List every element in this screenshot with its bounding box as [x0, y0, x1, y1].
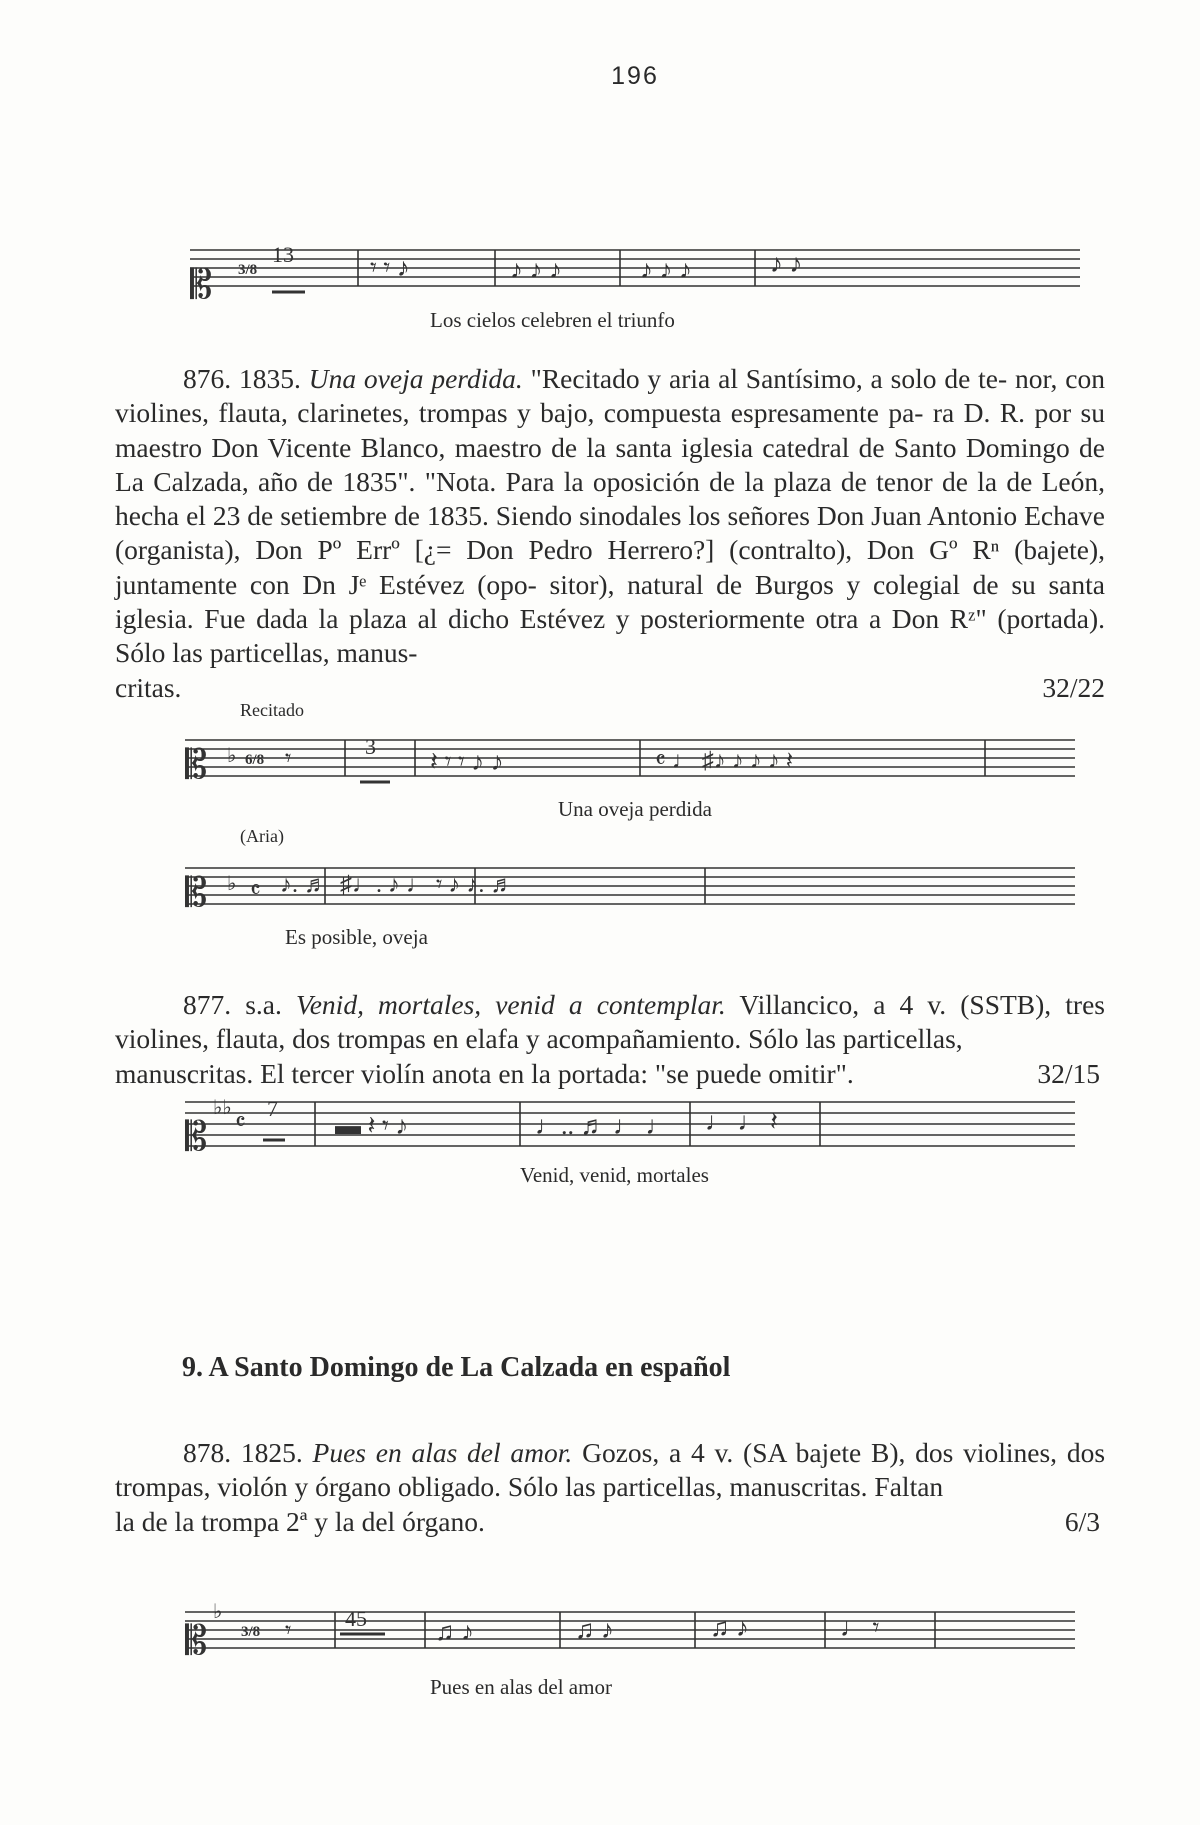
- entry-number: 878. 1825.: [183, 1437, 303, 1468]
- staff-lines: [190, 250, 1080, 286]
- rest-count: 45: [345, 1606, 367, 1631]
- svg-text:𝄴: 𝄴: [250, 878, 261, 904]
- entry-876: 876. 1835. Una oveja perdida. "Recitado y aria al Santísimo, a solo de te- nor, con violines, flauta, clarinetes, trompas y bajo, compuesta espresamente pa- ra D. R. por su maestro Don Vicente Blanco, maestro de la santa iglesia catedral de Santo Domingo de La Calzada, año de 1835". "Nota. Para la oposición de la plaza de tenor de la de León, hecha el 23 de setiembre de 1835. Siendo sinodales los señores Don Juan Antonio Echave (organista), Don Pº Errº [¿= Don Pedro Herrero?] (contralto), Don Gº Rⁿ (bajete), juntamente con Dn Jᵉ Estévez (opo- sitor), natural de Burgos y colegial de su santa iglesia. Fue dada la plaza al dicho Estévez y posteriormente otra a Don Rᶻ" (portada). Sólo las particellas, manus- critas. 32/22: [115, 362, 1105, 705]
- svg-text:♯♩. ♪ ♩ 𝄾 ♪ ♪. ♬: ♯♩. ♪ ♩ 𝄾 ♪ ♪. ♬: [340, 872, 515, 898]
- svg-text:♭: ♭: [227, 873, 237, 895]
- svg-text:𝄾: 𝄾: [285, 1618, 292, 1644]
- catalog-ref: 6/3: [1064, 1505, 1100, 1537]
- music-staff-878: [185, 1601, 1075, 1670]
- incipit-label: Recitado: [240, 700, 304, 720]
- svg-text:𝄴 ♩ ♯♪ ♪ ♪ ♪ 𝄽: 𝄴 ♩ ♯♪ ♪ ♪ ♪ 𝄽: [655, 748, 794, 774]
- svg-text:♭♭: ♭♭: [213, 1097, 232, 1119]
- music-staff-876-recitado: [185, 734, 1075, 798]
- entry-number: 876. 1835.: [183, 363, 301, 394]
- rest-count: 3: [365, 734, 376, 759]
- svg-text:𝄾 𝄾 ♪: 𝄾 𝄾 ♪: [370, 253, 410, 282]
- svg-text:♪ ♪ ♪: ♪ ♪ ♪: [640, 255, 692, 284]
- page-number: 196: [611, 62, 659, 90]
- svg-text:♩ ♩ 𝄽: ♩ ♩ 𝄽: [705, 1107, 778, 1136]
- entry-number: 877. s.a.: [183, 989, 282, 1020]
- time-signature: 3/8: [238, 262, 258, 278]
- entry-877: 877. s.a. Venid, mortales, venid a contemplar. Villancico, a 4 v. (SSTB), tres violines, flauta, dos trompas en elafa y acompañamiento. Sólo las particellas, manuscritas. El tercer violín anota en la portada: "se puede omitir". 32/15: [115, 988, 1105, 1091]
- svg-text:▬ 𝄽 𝄾 ♪: ▬ 𝄽 𝄾 ♪: [335, 1111, 409, 1140]
- incipit-caption: Venid, venid, mortales: [520, 1163, 709, 1187]
- svg-text:♭: ♭: [227, 745, 237, 767]
- c-clef-icon: 𝄡: [185, 1114, 208, 1159]
- svg-text:♪ ♪ ♪: ♪ ♪ ♪: [510, 255, 562, 284]
- svg-text:♭: ♭: [213, 1601, 223, 1623]
- svg-text:♫ ♪: ♫ ♪: [710, 1613, 749, 1642]
- incipit-caption: Una oveja perdida: [558, 797, 712, 821]
- section-heading: 9. A Santo Domingo de La Calzada en español: [182, 1352, 731, 1383]
- svg-text:♩ 𝄾: ♩ 𝄾: [840, 1613, 880, 1642]
- entry-title: Una oveja perdida.: [308, 363, 523, 394]
- music-staff-875: [190, 242, 1080, 308]
- svg-text:♫ ♪: ♫ ♪: [435, 1617, 474, 1646]
- rest-count: 7: [267, 1096, 278, 1121]
- incipit-caption: Los cielos celebren el triunfo: [430, 308, 675, 332]
- entry-title: Venid, mortales, venid a contemplar.: [295, 989, 726, 1020]
- svg-text:♪. ♬: ♪. ♬: [280, 872, 328, 898]
- c-clef-icon: 𝄡: [185, 1618, 208, 1663]
- incipit-caption: Pues en alas del amor: [430, 1675, 612, 1699]
- catalog-ref: 32/15: [1037, 1057, 1100, 1089]
- svg-text:𝄽 𝄾 𝄾 ♪ ♪: 𝄽 𝄾 𝄾 ♪ ♪: [430, 747, 504, 776]
- time-signature: 3/8: [241, 1624, 261, 1640]
- c-clef-icon: 𝄡: [185, 742, 208, 787]
- incipit-caption: Es posible, oveja: [285, 925, 428, 949]
- svg-text:𝄾: 𝄾: [285, 746, 292, 772]
- music-staff-876-aria: [185, 866, 1075, 926]
- svg-text:𝄴: 𝄴: [235, 1110, 246, 1136]
- entry-878: 878. 1825. Pues en alas del amor. Gozos, a 4 v. (SA bajete B), dos violines, dos trompas, violón y órgano obligado. Sólo las particellas, manuscritas. Faltan la de la trompa 2ª y la del órgano. 6/3: [115, 1436, 1105, 1539]
- incipit-label: (Aria): [240, 826, 284, 846]
- music-staff-877: [185, 1096, 1075, 1160]
- svg-text:♩.. ♬ ♩ ♩: ♩.. ♬ ♩ ♩: [535, 1111, 672, 1140]
- time-signature: 6/8: [245, 752, 265, 768]
- svg-text:♪ ♪: ♪ ♪: [770, 249, 803, 278]
- c-clef-icon: 𝄡: [185, 870, 208, 915]
- catalog-ref: 32/22: [1042, 671, 1105, 703]
- rest-count: 13: [272, 242, 294, 267]
- c-clef-icon: 𝄡: [190, 262, 213, 307]
- svg-text:♫ ♪: ♫ ♪: [575, 1615, 614, 1644]
- entry-title: Pues en alas del amor.: [312, 1437, 573, 1468]
